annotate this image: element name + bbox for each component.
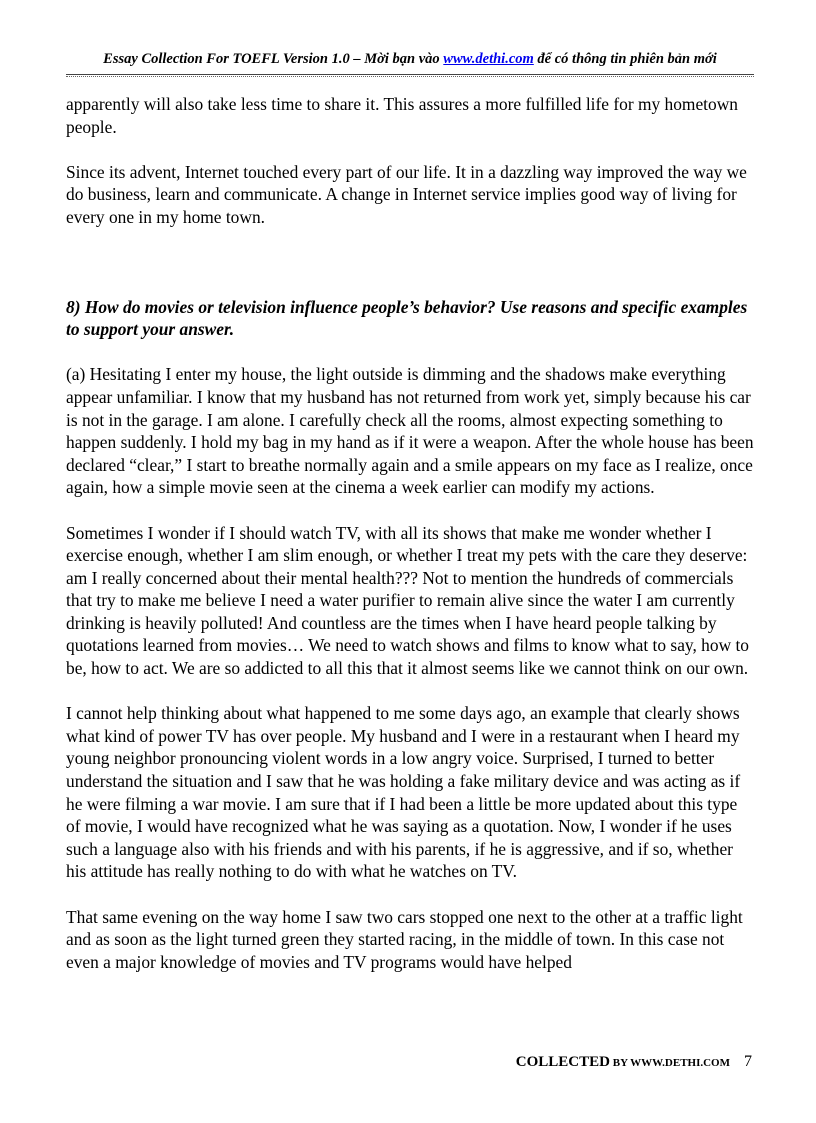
footer-collected: COLLECTED [515,1054,610,1070]
paragraph-6: That same evening on the way home I saw two cars stopped one next to the other at a traffic light and as soon as the light turned green they started racing, in the middle of town. In this case not even a major knowledge of movies and TV programs would have helped [66,906,743,972]
paragraph-3: (a) Hesitating I enter my house, the light outside is dimming and the shadows make everything appear unfamiliar. I know that my husband has not returned from work yet, simply because his car is not in the garage. I am alone. I carefully check all the rooms, almost expecting something to happen suddenly. I hold my bag in my hand as if it were a weapon. After the whole house has been declared “clear,” I start to breathe normally again and a smile appears on my face as I realize, once again, how a simple movie seen at the cinema a week earlier can modify my actions. [66,364,754,498]
essay-question: 8) How do movies or television influence people’s behavior? Use reasons and specific examples to support your answer. [66,296,748,340]
paragraph-1: apparently will also take less time to share it. This assures a more fulfilled life for my hometown people. [66,94,738,137]
paragraph-2: Since its advent, Internet touched every part of our life. It in a dazzling way improved the way we do business, learn and communicate. A change in Internet service implies good way of living for every one in my home town. [66,161,747,227]
footer-by: BY [609,1057,631,1069]
page-footer [480,1053,752,1071]
header-divider [66,74,754,77]
paragraph-5: I cannot help thinking about what happened to me some days ago, an example that clearly shows what kind of power TV has over people. My husband and I were in a restaurant when I heard my young neighbor pronouncing violent words in a low angry voice. Surprised, I turned to better understand the situation and I saw that he was holding a fake military device and was acting as if he were filming a war movie. I am sure that if I had been a little be more updated about this type of movie, I would have recognized what he was saying as a quotation. Now, I wonder if he uses such a language also with his friends and with his parents, if he is aggressive, and if so, whether his attitude has really nothing to do with what he watches on TV. [66,703,741,882]
essay-body [66,93,756,996]
paragraph-4: Sometimes I wonder if I should watch TV, with all its shows that make me wonder whether I exercise enough, whether I am slim enough, or whether I treat my pets with the care they deserve: am I really concerned about their mental health??? Not to mention the hundreds of commercials that try to make me believe I need a water purifier to remain alive since the water I am currently drinking is heavily polluted! And countless are the times when I have heard people talking by quotations learned from movies… We need to watch shows and films to know what to say, how to be, how to act. We are so addicted to all this that it almost seems like we cannot think on our own. [66,522,749,679]
page-header [66,51,754,68]
header-title: Essay Collection For TOEFL Version 1.0 – Mời bạn vào [103,51,444,67]
header-link[interactable]: www.dethi.com [443,51,534,67]
header-subtitle: để có thông tin phiên bản mới [533,51,717,67]
page-number: 7 [744,1053,752,1070]
footer-site: WWW.DETHI.COM [630,1057,730,1069]
